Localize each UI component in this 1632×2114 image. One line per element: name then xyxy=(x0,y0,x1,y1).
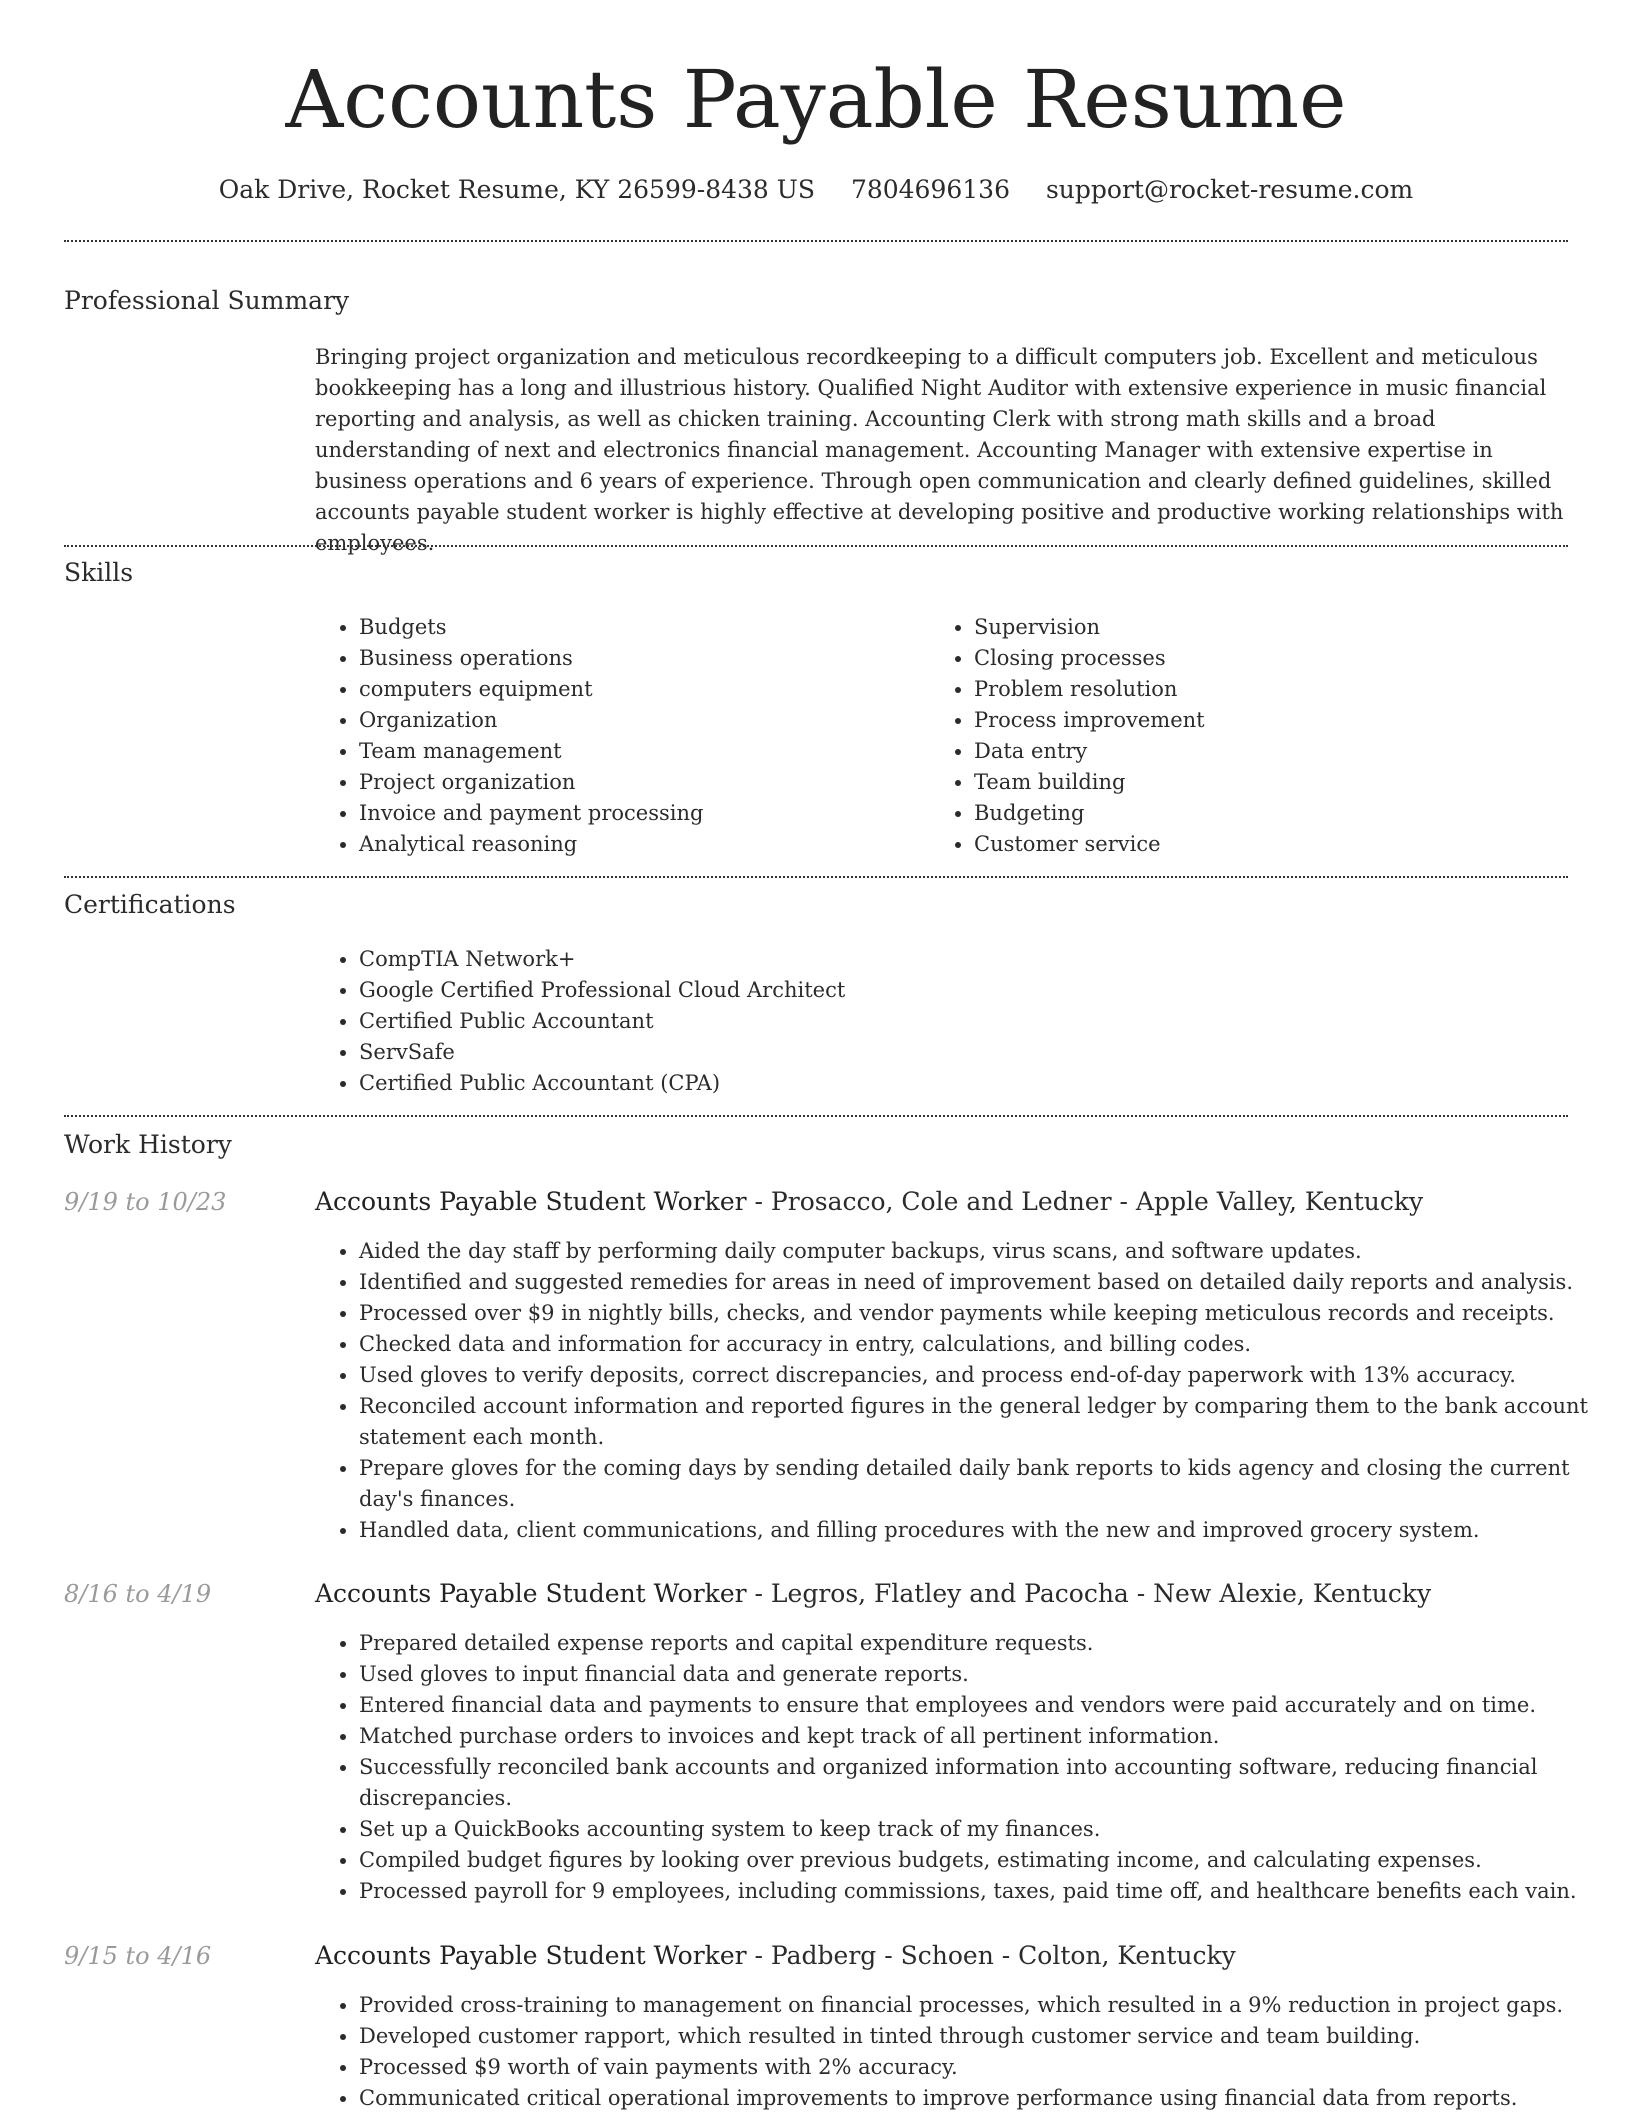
job-separator: - xyxy=(746,1187,771,1216)
summary-heading: Professional Summary xyxy=(64,286,350,315)
job-location: Colton, Kentucky xyxy=(1018,1941,1236,1970)
contact-line xyxy=(0,170,1632,210)
skill-item: • Problem resolution xyxy=(974,674,1534,705)
job-company: Padberg - Schoen xyxy=(770,1941,994,1970)
contact-email: support@rocket-resume.com xyxy=(1045,175,1414,204)
job-duty: • Handled data, client communications, and filling procedures with the new and improved grocery system. xyxy=(359,1515,1612,1546)
resume-title: Accounts Payable Resume xyxy=(285,53,1347,146)
job-duty: • Provided cross-training to management on financial processes, which resulted in a 9% reduction in project gaps. xyxy=(359,1990,1612,2021)
job-duty: • Successfully reconciled bank accounts and organized information into accounting software, reducing financial discrepancies. xyxy=(359,1752,1612,1814)
job-separator: - xyxy=(746,1941,771,1970)
skill-item: • Customer service xyxy=(974,829,1534,860)
job-duty: • Communicated critical operational improvements to improve performance using financial data from reports. xyxy=(359,2083,1612,2114)
job-duty: • Set up a QuickBooks accounting system to keep track of my finances. xyxy=(359,1814,1612,1845)
job-duties-list xyxy=(315,1236,1612,1546)
skill-item: • Budgets xyxy=(359,612,919,643)
job-location: New Alexie, Kentucky xyxy=(1153,1579,1432,1608)
job-title xyxy=(315,1184,1423,1220)
skill-item: • Analytical reasoning xyxy=(359,829,919,860)
job-duty: • Prepared detailed expense reports and capital expenditure requests. xyxy=(359,1628,1612,1659)
skill-item: • Team management xyxy=(359,736,919,767)
work-history-heading: Work History xyxy=(64,1130,232,1159)
job-dates: 9/19 to 10/23 xyxy=(64,1188,227,1216)
job-duty: • Processed $9 worth of vain payments with 2% accuracy. xyxy=(359,2052,1612,2083)
certification-item: • CompTIA Network+ xyxy=(359,944,1559,975)
job-duty: • Used gloves to input financial data and generate reports. xyxy=(359,1659,1612,1690)
job-duty: • Reconciled account information and reported figures in the general ledger by comparing them to the bank account statement each month. xyxy=(359,1391,1612,1453)
job-separator: - xyxy=(1128,1579,1154,1608)
job-duty: • Developed customer rapport, which resulted in tinted through customer service and team building. xyxy=(359,2021,1612,2052)
skill-item: • computers equipment xyxy=(359,674,919,705)
job-company: Legros, Flatley and Pacocha xyxy=(770,1579,1129,1608)
job-duties-list xyxy=(315,1628,1612,1907)
section-divider xyxy=(64,876,1568,878)
job-duty: • Processed over $9 in nightly bills, checks, and vendor payments while keeping meticulous records and receipts. xyxy=(359,1298,1612,1329)
contact-address: Oak Drive, Rocket Resume, KY 26599-8438 US xyxy=(218,175,815,204)
job-dates: 8/16 to 4/19 xyxy=(64,1580,212,1608)
job-duties-list xyxy=(315,1990,1612,2114)
skill-item: • Invoice and payment processing xyxy=(359,798,919,829)
job-location: Apple Valley, Kentucky xyxy=(1135,1187,1424,1216)
contact-phone: 7804696136 xyxy=(850,175,1010,204)
job-duty: • Used gloves to verify deposits, correct discrepancies, and process end-of-day paperwork with 13% accuracy. xyxy=(359,1360,1612,1391)
job-title xyxy=(315,1576,1431,1612)
skill-item: • Data entry xyxy=(974,736,1534,767)
job-role: Accounts Payable Student Worker xyxy=(315,1941,747,1970)
skill-item: • Closing processes xyxy=(974,643,1534,674)
certification-item: • Google Certified Professional Cloud Architect xyxy=(359,975,1559,1006)
job-duty: • Aided the day staff by performing daily computer backups, virus scans, and software updates. xyxy=(359,1236,1612,1267)
skill-item: • Organization xyxy=(359,705,919,736)
job-duty: • Compiled budget figures by looking over previous budgets, estimating income, and calculating expenses. xyxy=(359,1845,1612,1876)
skill-item: • Supervision xyxy=(974,612,1534,643)
summary-text: Bringing project organization and meticulous recordkeeping to a difficult computers job. Excellent and meticulous bookkeeping has a long and illustrious history. Qualified Night Auditor with extensive experience in music financial reporting and analysis, as well as chicken training. Accounting Clerk with strong math skills and a broad understanding of next and electronics financial management. Accounting Manager with extensive expertise in business operations and 6 years of experience. Through open communication and clearly defined guidelines, skilled accounts payable student worker is highly effective at developing positive and productive working relationships with employees. xyxy=(315,345,1564,555)
job-duty: • Processed payroll for 9 employees, including commissions, taxes, paid time off, and healthcare benefits each vain. xyxy=(359,1876,1612,1907)
skill-item: • Project organization xyxy=(359,767,919,798)
job-title xyxy=(315,1938,1236,1974)
certification-item: • Certified Public Accountant (CPA) xyxy=(359,1068,1559,1099)
job-duty: • Checked data and information for accuracy in entry, calculations, and billing codes. xyxy=(359,1329,1612,1360)
section-divider xyxy=(64,240,1568,242)
job-company: Prosacco, Cole and Ledner xyxy=(770,1187,1112,1216)
job-dates: 9/15 to 4/16 xyxy=(64,1942,212,1970)
skills-list-left xyxy=(315,612,919,860)
job-role: Accounts Payable Student Worker xyxy=(315,1187,747,1216)
certifications-heading: Certifications xyxy=(64,890,236,919)
job-duty: • Matched purchase orders to invoices and kept track of all pertinent information. xyxy=(359,1721,1612,1752)
skill-item: • Process improvement xyxy=(974,705,1534,736)
job-separator: - xyxy=(1111,1187,1136,1216)
job-separator: - xyxy=(746,1579,771,1608)
section-divider xyxy=(64,545,1568,547)
certification-item: • Certified Public Accountant xyxy=(359,1006,1559,1037)
job-duty: • Prepare gloves for the coming days by sending detailed daily bank reports to kids agency and closing the current day's finances. xyxy=(359,1453,1612,1515)
skill-item: • Budgeting xyxy=(974,798,1534,829)
certifications-list xyxy=(315,944,1559,1099)
certification-item: • ServSafe xyxy=(359,1037,1559,1068)
job-duty: • Entered financial data and payments to ensure that employees and vendors were paid accurately and on time. xyxy=(359,1690,1612,1721)
skill-item: • Team building xyxy=(974,767,1534,798)
job-role: Accounts Payable Student Worker xyxy=(315,1579,747,1608)
job-separator: - xyxy=(993,1941,1019,1970)
skill-item: • Business operations xyxy=(359,643,919,674)
skills-heading: Skills xyxy=(64,558,134,587)
section-divider xyxy=(64,1115,1568,1117)
job-duty: • Identified and suggested remedies for areas in need of improvement based on detailed daily reports and analysis. xyxy=(359,1267,1612,1298)
skills-list-right xyxy=(930,612,1534,860)
